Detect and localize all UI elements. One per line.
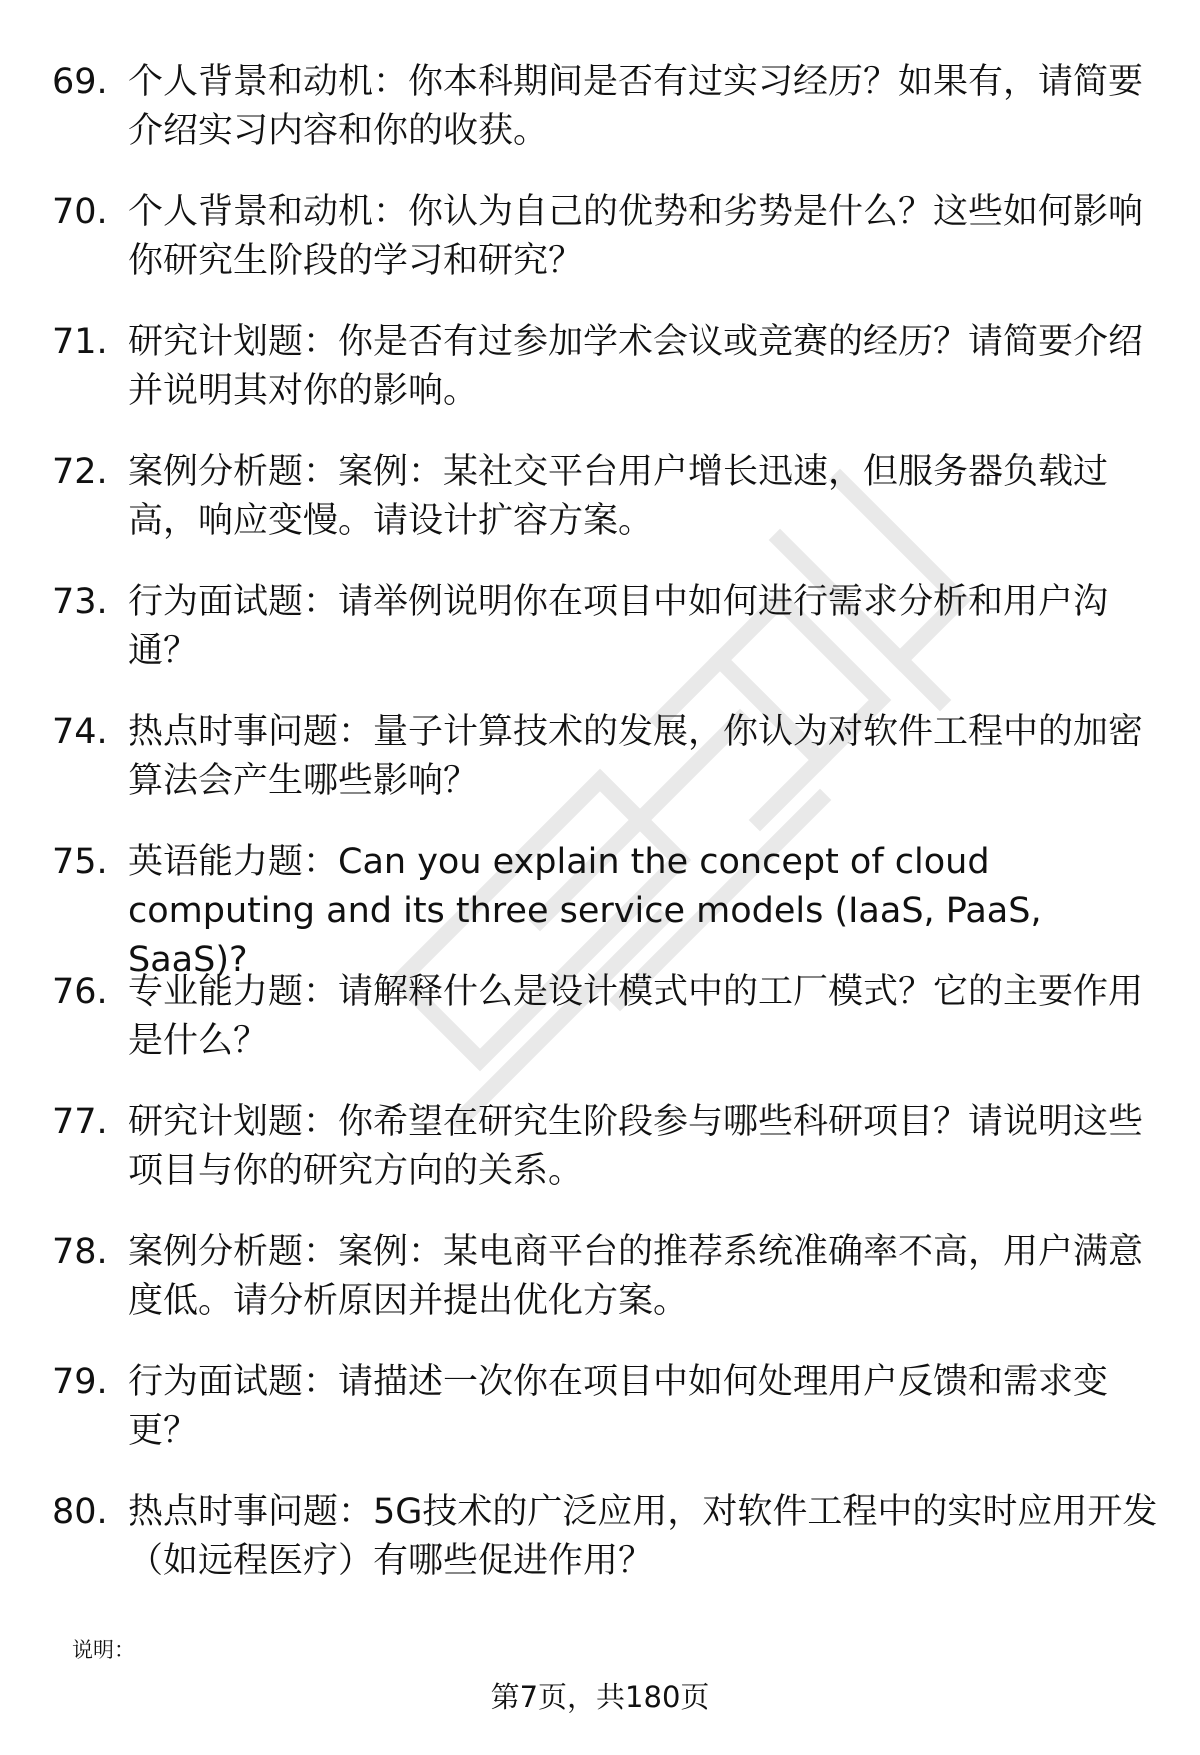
question-number: 71.	[52, 322, 108, 362]
question-text: 专业能力题：请解释什么是设计模式中的工厂模式？它的主要作用是什么？	[128, 972, 1144, 1061]
question-number: 75.	[52, 842, 108, 882]
question-number: 78.	[52, 1232, 108, 1272]
question-item	[0, 1098, 1200, 1228]
question-number: 69.	[52, 62, 108, 102]
question-number: 79.	[52, 1362, 108, 1402]
question-item	[0, 1358, 1200, 1488]
question-text: 案例分析题：案例：某电商平台的推荐系统准确率不高，用户满意度低。请分析原因并提出优化方案。	[128, 1232, 1144, 1321]
question-item	[0, 1228, 1200, 1358]
question-number: 80.	[52, 1492, 108, 1532]
question-number: 70.	[52, 192, 108, 232]
question-item	[0, 318, 1200, 448]
question-number: 74.	[52, 712, 108, 752]
question-text: 行为面试题：请描述一次你在项目中如何处理用户反馈和需求变更？	[128, 1362, 1109, 1451]
question-item	[0, 58, 1200, 188]
question-item	[0, 578, 1200, 708]
page-footer: 第7页，共180页	[490, 1680, 710, 1714]
note-label: 说明：	[72, 1638, 135, 1662]
question-item	[0, 1488, 1200, 1618]
question-text: 个人背景和动机：你认为自己的优势和劣势是什么？这些如何影响你研究生阶段的学习和研究？	[128, 192, 1144, 281]
question-item	[0, 448, 1200, 578]
question-text: 行为面试题：请举例说明你在项目中如何进行需求分析和用户沟通？	[128, 582, 1109, 671]
question-text: 研究计划题：你希望在研究生阶段参与哪些科研项目？请说明这些项目与你的研究方向的关系。	[128, 1102, 1144, 1191]
question-number: 72.	[52, 452, 108, 492]
question-text: 热点时事问题：5G技术的广泛应用，对软件工程中的实时应用开发（如远程医疗）有哪些促进作用？	[128, 1492, 1158, 1581]
question-number: 73.	[52, 582, 108, 622]
question-text: 案例分析题：案例：某社交平台用户增长迅速，但服务器负载过高，响应变慢。请设计扩容方案。	[128, 452, 1109, 541]
question-item	[0, 708, 1200, 838]
question-number: 76.	[52, 972, 108, 1012]
question-item	[0, 188, 1200, 318]
question-text: 研究计划题：你是否有过参加学术会议或竞赛的经历？请简要介绍并说明其对你的影响。	[128, 322, 1144, 411]
question-item	[0, 838, 1200, 980]
question-list	[0, 58, 1200, 1618]
question-text: 热点时事问题：量子计算技术的发展，你认为对软件工程中的加密算法会产生哪些影响？	[128, 712, 1144, 801]
question-text: 个人背景和动机：你本科期间是否有过实习经历？如果有，请简要介绍实习内容和你的收获。	[128, 62, 1144, 151]
question-item	[0, 968, 1200, 1098]
question-number: 77.	[52, 1102, 108, 1142]
question-text: 英语能力题：Can you explain the concept of cloud computing and its three service models (IaaS, PaaS, SaaS)?	[128, 842, 1042, 980]
